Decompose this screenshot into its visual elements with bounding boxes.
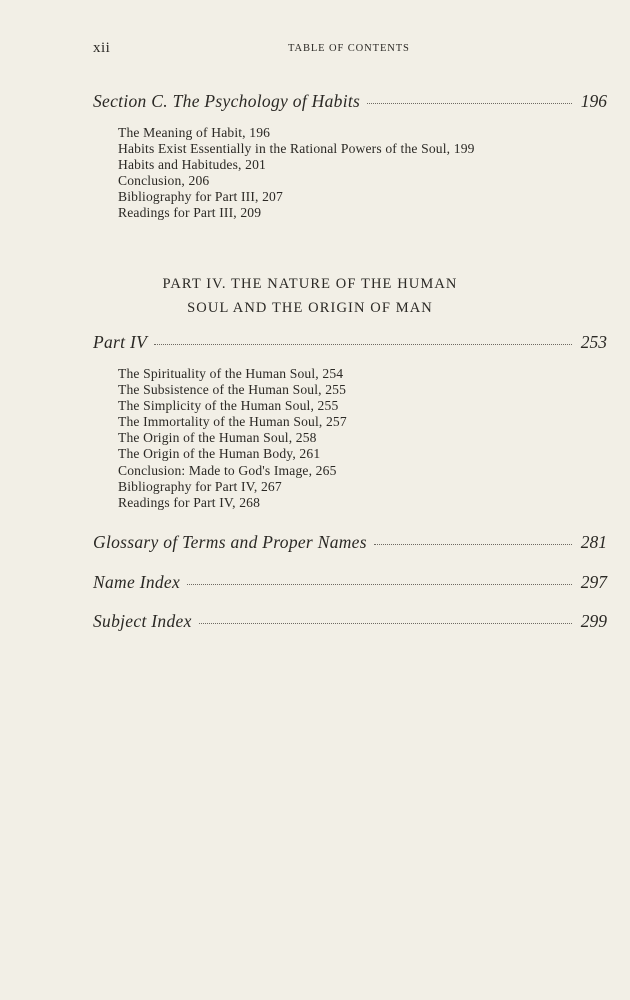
running-title: TABLE OF CONTENTS [288,43,410,54]
dot-leader [374,544,572,545]
toc-entry-title: Part IV [93,332,148,352]
subentry: Habits and Habitudes, 201 [118,157,266,173]
toc-entry-page: 299 [580,611,607,631]
toc-entry-part-iv[interactable] [93,332,607,353]
toc-entry-page: 253 [580,332,607,352]
toc-entry-page: 196 [580,91,607,111]
toc-entry-title: Glossary of Terms and Proper Names [93,532,367,552]
dot-leader [187,584,572,585]
toc-entry-subject-index[interactable] [93,611,607,632]
subentry: The Immortality of the Human Soul, 257 [118,414,347,430]
toc-entry-title: Subject Index [93,611,192,631]
toc-entry-name-index[interactable] [93,572,607,593]
dot-leader [154,344,572,345]
subentry: The Spirituality of the Human Soul, 254 [118,366,344,381]
subentry: Conclusion: Made to God's Image, 265 [118,462,337,478]
toc-entry-page: 281 [580,532,607,552]
subentry: Readings for Part III, 209 [118,205,262,221]
toc-entry-title: Name Index [93,572,181,592]
subentry: Readings for Part IV, 268 [118,494,261,510]
subentry: Bibliography for Part III, 207 [118,189,283,205]
subentry: Conclusion, 206 [118,173,210,189]
toc-entry-page: 297 [580,572,607,592]
section-c-subentries [118,125,588,222]
toc-entry-glossary[interactable] [93,532,607,553]
running-head [93,40,603,58]
subentry: Bibliography for Part IV, 267 [118,478,282,494]
subentry: The Subsistence of the Human Soul, 255 [118,382,347,398]
part-iv-heading [110,272,510,320]
dot-leader [367,103,572,104]
subentry: Habits Exist Essentially in the Rational Powers of the Soul, 199 [118,141,475,157]
subentry: The Simplicity of the Human Soul, 255 [118,398,339,414]
subentry: The Origin of the Human Body, 261 [118,446,321,462]
part-heading-line-1: PART IV. THE NATURE OF THE HUMAN [162,276,458,292]
page-number: xii [93,40,111,56]
toc-entry-title: Section C. The Psychology of Habits [93,91,361,111]
subentry: The Origin of the Human Soul, 258 [118,430,317,446]
part-iv-subentries [118,366,588,511]
toc-entry-section-c[interactable] [93,91,607,112]
dot-leader [199,623,572,624]
part-heading-line-2: SOUL AND THE ORIGIN OF MAN [187,300,433,316]
subentry: The Meaning of Habit, 196 [118,125,271,140]
